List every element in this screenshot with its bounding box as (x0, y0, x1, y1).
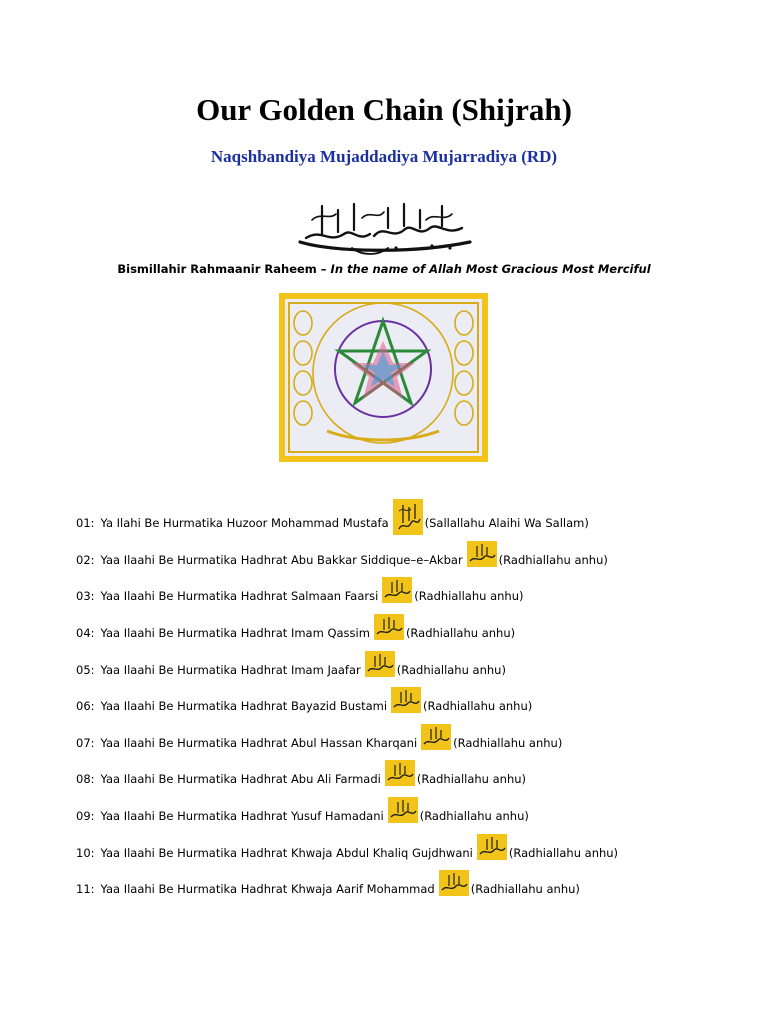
chain-entry (76, 761, 736, 798)
entry-number: 01: (76, 516, 95, 531)
entry-text: Yaa Ilaahi Be Hurmatika Hadhrat Abul Hassan Kharqani (100, 735, 418, 750)
entry-text: Yaa Ilaahi Be Hurmatika Hadhrat Abu Bakkar Siddique–e–Akbar (100, 552, 463, 567)
entry-number: 02: (76, 552, 95, 567)
radhiallahu-calligraphy-icon (391, 687, 421, 713)
entry-text: Yaa Ilaahi Be Hurmatika Hadhrat Salmaan Faarsi (100, 589, 379, 604)
entry-text: Yaa Ilaahi Be Hurmatika Hadhrat Imam Jaafar (100, 662, 361, 677)
radhiallahu-calligraphy-icon (477, 834, 507, 860)
chain-entry (76, 725, 736, 762)
chain-entry (76, 578, 736, 615)
chain-entry (76, 651, 736, 688)
entry-honorific: (Radhiallahu anhu) (405, 626, 516, 641)
entry-text: Yaa Ilaahi Be Hurmatika Hadhrat Imam Qassim (100, 626, 370, 641)
chain-entry (76, 798, 736, 835)
radhiallahu-calligraphy-icon (382, 577, 412, 603)
bismillah-meaning: In the name of Allah Most Gracious Most Merciful (330, 262, 651, 276)
radhiallahu-calligraphy-icon (467, 541, 497, 567)
radhiallahu-calligraphy-icon (439, 870, 469, 896)
page-title: Our Golden Chain (Shijrah) (196, 92, 572, 127)
entry-text: Ya Ilahi Be Hurmatika Huzoor Mohammad Mustafa (100, 516, 389, 531)
chain-entry (76, 542, 736, 579)
entry-honorific: (Radhiallahu anhu) (419, 809, 529, 824)
entry-honorific: (Radhiallahu anhu) (423, 699, 533, 714)
entry-number: 08: (76, 772, 95, 787)
entry-number: 03: (76, 589, 95, 604)
entry-text: Yaa Ilaahi Be Hurmatika Hadhrat Yusuf Hamadani (100, 809, 384, 824)
chain-entry (76, 834, 736, 871)
entry-number: 05: (76, 662, 95, 677)
entry-honorific: (Radhiallahu anhu) (498, 552, 608, 567)
entry-number: 07: (76, 735, 95, 750)
bismillah-transliteration: Bismillahir Rahmaanir Raheem (117, 262, 317, 276)
entry-text: Yaa Ilaahi Be Hurmatika Hadhrat Bayazid Bustami (100, 699, 388, 714)
entry-text: Yaa Ilaahi Be Hurmatika Hadhrat Khwaja Aarif Mohammad (100, 882, 435, 897)
radhiallahu-calligraphy-icon (374, 614, 404, 640)
chain-entry (76, 505, 736, 542)
entry-honorific: (Sallallahu Alaihi Wa Sallam) (424, 516, 589, 531)
radhiallahu-calligraphy-icon (365, 651, 395, 677)
entry-honorific: (Radhiallahu anhu) (508, 845, 619, 860)
entry-number: 11: (76, 882, 95, 897)
entry-text: Yaa Ilaahi Be Hurmatika Hadhrat Khwaja Abdul Khaliq Gujdhwani (100, 845, 473, 860)
entry-honorific: (Radhiallahu anhu) (396, 662, 506, 677)
entry-honorific: (Radhiallahu anhu) (453, 735, 563, 750)
page-subtitle: Naqshbandiya Mujaddadiya Mujarradiya (RD) (210, 147, 558, 166)
chain-entry (76, 871, 736, 908)
entry-text: Yaa Ilaahi Be Hurmatika Hadhrat Abu Ali Farmadi (100, 772, 381, 787)
entry-number: 04: (76, 626, 95, 641)
radhiallahu-calligraphy-icon (385, 760, 415, 786)
entry-honorific: (Radhiallahu anhu) (414, 589, 524, 604)
entry-honorific: (Radhiallahu anhu) (470, 882, 580, 897)
radhiallahu-calligraphy-icon (421, 724, 451, 750)
entry-honorific: (Radhiallahu anhu) (416, 772, 527, 787)
entry-number: 09: (76, 809, 95, 824)
salawat-calligraphy-icon (393, 499, 423, 535)
radhiallahu-calligraphy-icon (388, 797, 418, 823)
entry-number: 06: (76, 699, 95, 714)
chain-entry (76, 615, 736, 652)
bismillah-separator: – (316, 262, 331, 276)
entry-number: 10: (76, 845, 95, 860)
chain-entry (76, 688, 736, 725)
pentagram-emblem-image (279, 293, 488, 462)
chain-list (76, 505, 736, 908)
bismillah-calligraphy-icon (292, 198, 478, 258)
bismillah-line (0, 262, 768, 276)
